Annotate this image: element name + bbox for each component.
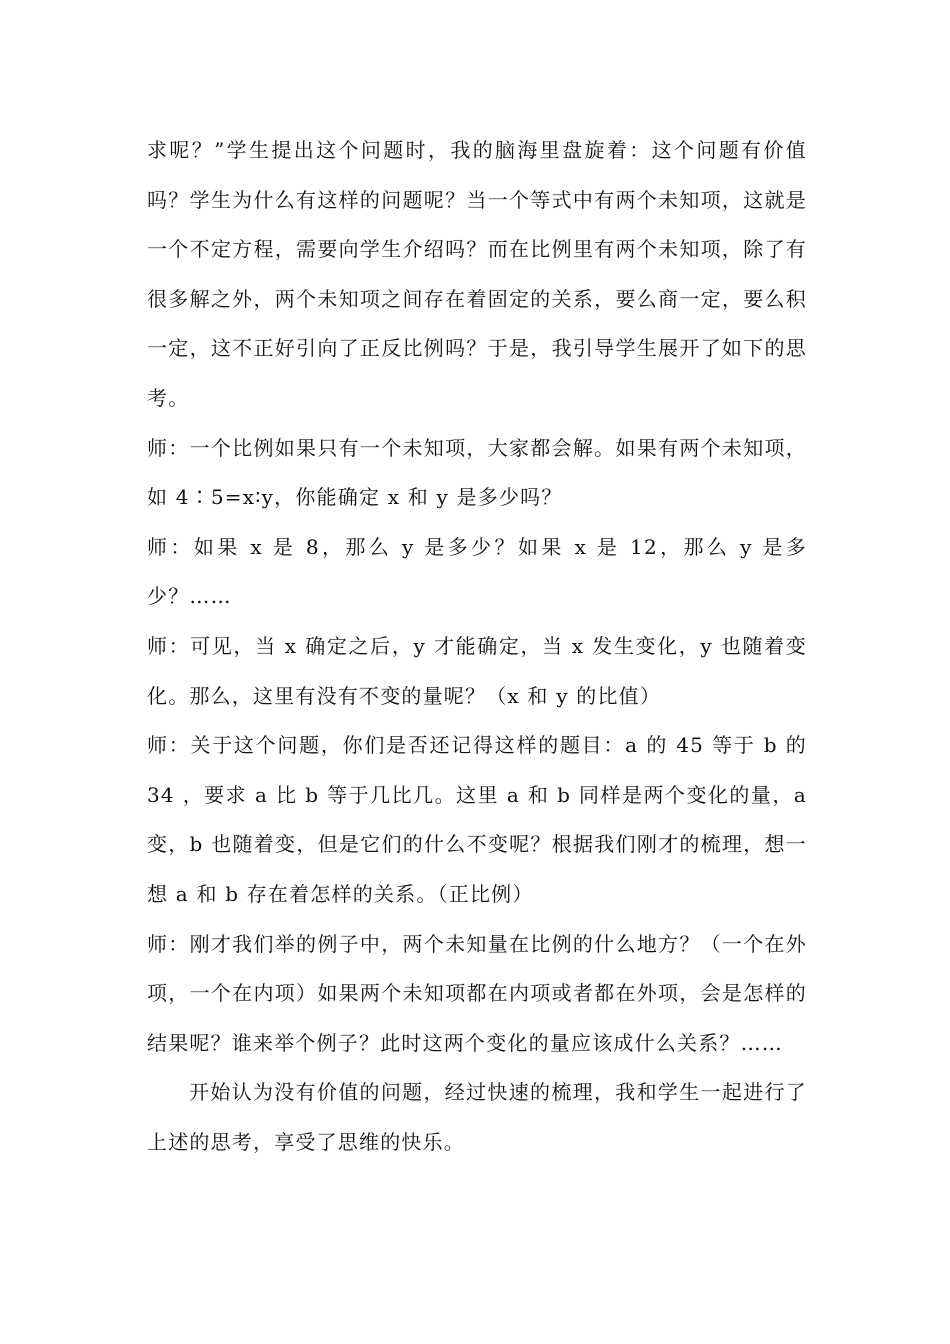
paragraph-conclusion: 开始认为没有价值的问题，经过快速的梳理，我和学生一起进行了上述的思考，享受了思维的快乐。 [147, 1080, 807, 1154]
paragraph-teacher-1: 师：一个比例如果只有一个未知项，大家都会解。如果有两个未知项，如 4∶5=x∶y，你能确定 x 和 y 是多少吗？ [147, 435, 807, 510]
paragraph-reflection: 求呢？”学生提出这个问题时，我的脑海里盘旋着：这个问题有价值吗？学生为什么有这样的问题呢？当一个等式中有两个未知项，这就是一个不定方程，需要向学生介绍吗？而在比例里有两个未知项，除了有很多解之外，两个未知项之间存在着固定的关系，要么商一定，要么积一定，这不正好引向了正反比例吗？于是，我引导学生展开了如下的思考。 [147, 138, 807, 410]
paragraph-teacher-3: 师：可见，当 x 确定之后，y 才能确定，当 x 发生变化，y 也随着变化。那么，这里有没有不变的量呢？（x 和 y 的比值） [147, 633, 807, 708]
paragraph-teacher-2: 师：如果 x 是 8，那么 y 是多少？如果 x 是 12，那么 y 是多少？…… [147, 534, 807, 609]
paragraph-teacher-5: 师：刚才我们举的例子中，两个未知量在比例的什么地方？（一个在外项，一个在内项）如果两个未知项都在内项或者都在外项，会是怎样的结果呢？谁来举个例子？此时这两个变化的量应该成什么关系？…… [147, 931, 807, 1055]
paragraph-teacher-4: 师：关于这个问题，你们是否还记得这样的题目：a 的 45 等于 b 的 34 ，要求 a 比 b 等于几比几。这里 a 和 b 同样是两个变化的量，a 变，b 也随着变，但是它们的什么不变呢？根据我们刚才的梳理，想一想 a 和 b 存在着怎样的关系。（正比例） [147, 733, 807, 906]
body-text [147, 126, 807, 1167]
